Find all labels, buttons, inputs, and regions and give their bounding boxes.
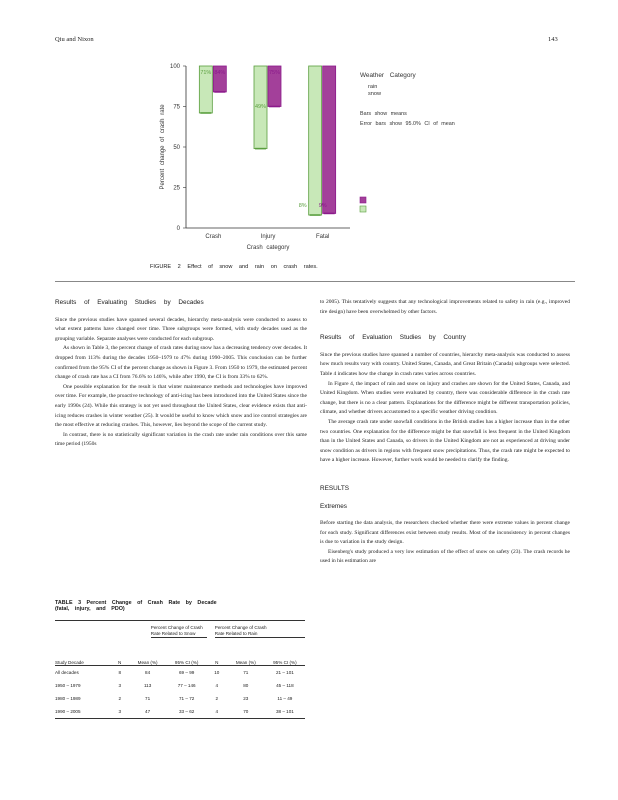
x-tick-label: Fatal — [315, 234, 330, 240]
running-header-authors: Qiu and Nixon — [55, 36, 94, 43]
col-header: N — [215, 660, 219, 665]
group-header-snow-1: Percent Change of Crash — [150, 624, 203, 630]
table-cell: 3 — [118, 709, 121, 714]
paragraph: Before starting the data analysis, the researchers checked whether there were extreme values in percent change for each study. Significant differences exist between study results. Most of the inconsistency in percent changes is due to variation in the study design. — [320, 520, 570, 546]
legend-swatch-snow — [360, 197, 366, 203]
left-column — [55, 298, 307, 450]
paragraph: The average crash rate under snowfall conditions in the British studies has a higher increase than in the other two countries. One explanation for the difference might be that snowfall is less frequent in the United Kingdom than in the United States and Canada, so drivers in the United Kingdom are not as experienced at driving under snow condition as drivers in regions with frequent snow precipitations. Thus, the crash rate might be expected to have a higher increase. However, further work would be needed to clarify the finding. — [320, 418, 570, 464]
data-label: 49% — [254, 104, 267, 111]
table-row — [55, 705, 305, 719]
subheading-extremes: Extremes — [320, 502, 347, 510]
table-cell: 84 — [145, 670, 151, 675]
table-cell: 33 – 62 — [179, 709, 195, 714]
table-cell: 71 – 72 — [179, 696, 195, 701]
col-header: 95% CI (%) — [174, 660, 199, 665]
table-cell: 2 — [215, 696, 219, 701]
table-cell: 80 — [243, 683, 249, 688]
col-header: Mean (%) — [235, 660, 256, 665]
col-header: Study Decade — [55, 660, 84, 665]
right-column — [320, 298, 570, 567]
y-tick-label: 0 — [176, 226, 180, 232]
x-tick-label: Crash — [205, 234, 222, 240]
section-heading-results: RESULTS — [320, 484, 350, 492]
table-cell: 4 — [215, 709, 219, 714]
table-cell: 3 — [118, 683, 121, 688]
table-cell: 4 — [215, 683, 219, 688]
bar-snow-fatal — [323, 66, 336, 213]
table-row — [55, 692, 305, 705]
section-heading-country: Results of Evaluation Studies by Country — [320, 334, 466, 342]
table-cell: 11 – 49 — [277, 696, 293, 701]
bar-rain-fatal — [309, 66, 322, 215]
table-cell: 47 — [145, 709, 151, 714]
y-tick-label: 25 — [173, 185, 180, 192]
table-cell: 38 – 101 — [275, 709, 294, 714]
group-header-snow-2: Rate Related to Snow — [151, 631, 207, 638]
table-cell: 8 — [118, 670, 121, 675]
table-row — [55, 679, 305, 692]
table-cell: 1950 – 1979 — [55, 683, 81, 688]
table-3 — [55, 600, 305, 719]
col-header: Mean (%) — [137, 660, 158, 665]
paragraph: One possible explanation for the result is that winter maintenance methods and technologies have improved over time. For example, the proactive technology of anti-icing has been introduced into the United States since the early 1990s (24). While this strategy is not yet used throughout the United States, clear evidence exists that anti-icing reduces crashes in winter weather (25). It would be useful to know which snow and ice control strategies are the most effective at reducing crashes. This, however, lies beyond the scope of the current study. — [55, 383, 307, 429]
paragraph: Eisenberg's study produced a very low estimation of the effect of snow on safety (23). The crash records he used in his estimation are — [320, 548, 570, 565]
table-cell: 1990 – 2005 — [55, 709, 81, 714]
table-cell: 71 — [243, 670, 249, 675]
table-cell: 1980 – 1989 — [55, 696, 81, 701]
legend-item: snow — [368, 91, 382, 97]
paragraph: Since the previous studies have spanned a number of countries, hierarchy meta-analysis was conducted to assess how much results vary with country. United States, Canada, and Great Britain (Canada) subgroups were selected. Table 4 indicates how the change in crash rates varies across countries. — [320, 351, 570, 377]
table-cell: 45 – 118 — [276, 683, 294, 688]
group-header-rain-2: Rate Related to Rain — [215, 631, 305, 638]
x-axis-title: Crash category — [246, 245, 290, 251]
table-subtitle: (fatal, injury, and PDO) — [55, 606, 125, 612]
table-cell: 2 — [118, 696, 121, 701]
group-header-rain-1: Percent Change of Crash — [214, 624, 267, 630]
figure-2 — [150, 58, 470, 273]
table-cell: 113 — [143, 683, 152, 688]
col-header: N — [118, 660, 122, 665]
data-label: 8% — [298, 202, 307, 209]
data-table — [55, 620, 305, 719]
legend-item: rain — [368, 84, 378, 90]
chart-note: Error bars show 95.0% CI of mean — [360, 121, 455, 127]
chart-note: Bars show means — [360, 111, 407, 117]
table-cell: 71 — [145, 696, 151, 701]
data-label: 75% — [268, 70, 281, 76]
data-label: 9% — [318, 202, 327, 209]
col-header: 95% CI (%) — [273, 660, 297, 665]
x-tick-label: Injury — [260, 234, 276, 240]
figure-caption: FIGURE 2 Effect of snow and rain on crash rates. — [150, 264, 318, 270]
paragraph: Since the previous studies have spanned several decades, hierarchy meta-analysis were conducted to assess to what extent patterns have changed over time. Three subgroups were formed, with study decades used as the grouping variable. Separate analyses were conducted for each subgroup. — [55, 316, 307, 342]
legend-title: Weather Category — [360, 72, 416, 79]
y-axis-title: Percent change of crash rate — [160, 104, 166, 190]
page-number: 143 — [548, 36, 558, 43]
table-cell: 10 — [214, 670, 220, 675]
paragraph: to 2005). This tentatively suggests that any technological improvements related to safety in rain (e.g., improved tire design) have been overwhelmed by other factors. — [320, 299, 570, 315]
divider — [55, 281, 575, 282]
section-heading-decades: Results of Evaluating Studies by Decades — [55, 299, 204, 306]
data-label: 84% — [214, 70, 226, 76]
table-cell: 69 – 99 — [179, 670, 195, 675]
table-title: TABLE 3 Percent Change of Crash Rate by Decade — [55, 600, 217, 606]
paragraph: As shown in Table 3, the percent change of crash rates during snow has a decreasing tendency over decades. It dropped from 113% during the decades 1950–1979 to 47% during 1990–2005. This conclusion can be further confirmed from the 95% CI of the percent change as shown in Figure 3. From 1950 to 1979, the estimated percent change of crash rate has a CI from 76.6% to 146%, while after 1990, the CI is from 33% to 62%. — [55, 345, 307, 381]
table-cell: 77 – 146 — [177, 683, 196, 688]
table-cell: All decades — [55, 670, 79, 675]
data-label: 71% — [200, 70, 212, 76]
table-cell: 21 – 101 — [275, 670, 294, 675]
table-cell: 23 — [243, 696, 249, 701]
y-tick-label: 100 — [169, 64, 180, 70]
legend-swatch-rain — [360, 206, 366, 212]
bar-chart — [150, 58, 470, 273]
table-cell: 70 — [243, 709, 249, 714]
y-tick-label: 75 — [173, 104, 180, 111]
table-row — [55, 666, 305, 680]
paragraph: In Figure 4, the impact of rain and snow on injury and crashes are shown for the United States, Canada, and United Kingdom. When studies were evaluated by country, there was considerable difference in the crash rate change, but there is no a clear pattern. Explanations for the difference might be different transportation policies, climate, and whether drivers accustomed to a specific weather driving condition. — [320, 380, 570, 416]
paragraph: In contrast, there is no statistically significant variation in the crash rate under rain conditions over this same time period (1950s — [55, 431, 307, 448]
y-tick-label: 50 — [173, 145, 180, 151]
